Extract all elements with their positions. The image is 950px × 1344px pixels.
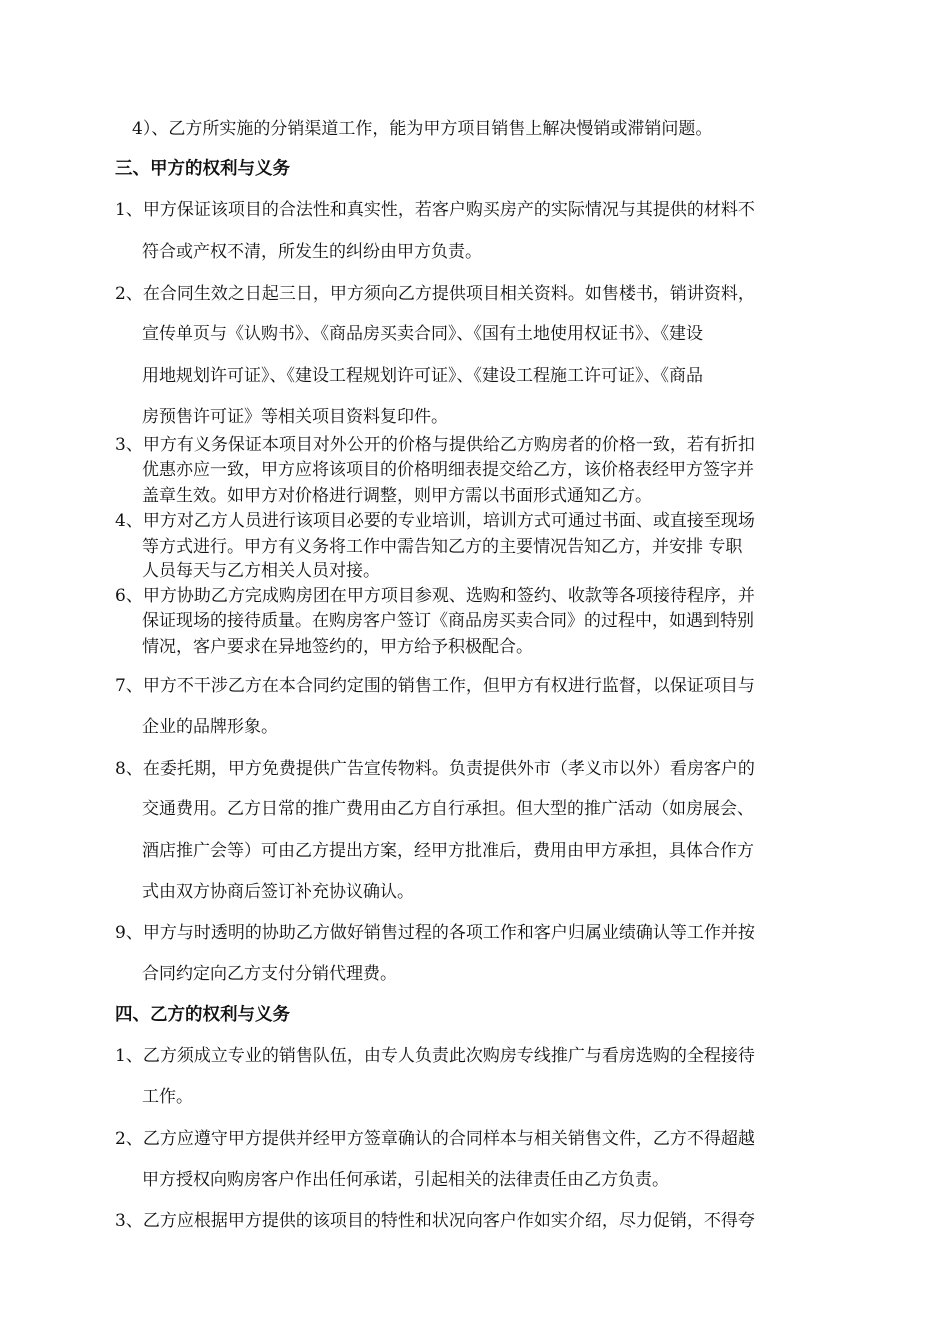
list-item-4-parenthesized: 4）、乙方所实施的分销渠道工作，能为甲方项目销售上解决慢销或滞销问题。 [132,119,713,139]
section-heading-4: 四、乙方的权利与义务 [115,1005,290,1025]
clause-line: 4、甲方对乙方人员进行该项目必要的专业培训，培训方式可通过书面、或直接至现场 [115,511,755,531]
clause-line: 3、甲方有义务保证本项目对外公开的价格与提供给乙方购房者的价格一致，若有折扣 [115,435,755,455]
clause-line: 优惠亦应一致，甲方应将该项目的价格明细表提交给乙方，该价格表经甲方签字并 [142,460,754,480]
clause-line: 甲方授权向购房客户作出任何承诺，引起相关的法律责任由乙方负责。 [142,1170,669,1190]
clause-line: 8、在委托期，甲方免费提供广告宣传物料。负责提供外市（孝义市以外）看房客户的 [115,759,755,779]
clause-line: 6、甲方协助乙方完成购房团在甲方项目参观、选购和签约、收款等各项接待程序，并 [115,586,755,606]
clause-line: 合同约定向乙方支付分销代理费。 [142,964,397,984]
clause-line: 等方式进行。甲方有义务将工作中需告知乙方的主要情况告知乙方，并安排 专职 [142,537,743,557]
clause-line: 交通费用。乙方日常的推广费用由乙方自行承担。但大型的推广活动（如房展会、 [142,799,754,819]
clause-line: 宣传单页与《认购书》、《商品房买卖合同》、《国有土地使用权证书》、《建设 [142,324,703,344]
section-heading-3: 三、甲方的权利与义务 [115,159,290,179]
clause-line: 2、在合同生效之日起三日，甲方须向乙方提供项目相关资料。如售楼书，销讲资料， [115,284,755,304]
clause-line: 人员每天与乙方相关人员对接。 [142,561,380,581]
clause-line: 符合或产权不清，所发生的纠纷由甲方负责。 [142,242,482,262]
clause-line: 9、甲方与时透明的协助乙方做好销售过程的各项工作和客户归属业绩确认等工作并按 [115,923,755,943]
clause-line: 盖章生效。如甲方对价格进行调整，则甲方需以书面形式通知乙方。 [142,486,652,506]
clause-line: 用地规划许可证》、《建设工程规划许可证》、《建设工程施工许可证》、《商品 [142,366,703,386]
clause-line: 3、乙方应根据甲方提供的该项目的特性和状况向客户作如实介绍，尽力促销，不得夸 [115,1211,755,1231]
clause-line: 式由双方协商后签订补充协议确认。 [142,882,414,902]
clause-line: 7、甲方不干涉乙方在本合同约定围的销售工作，但甲方有权进行监督，以保证项目与 [115,676,755,696]
clause-line: 1、乙方须成立专业的销售队伍，由专人负责此次购房专线推广与看房选购的全程接待 [115,1046,755,1066]
clause-line: 保证现场的接待质量。在购房客户签订《商品房买卖合同》的过程中，如遇到特别 [142,611,754,631]
clause-line: 工作。 [142,1087,193,1107]
clause-line: 企业的品牌形象。 [142,717,278,737]
clause-line: 酒店推广会等）可由乙方提出方案，经甲方批准后，费用由甲方承担，具体合作方 [142,841,754,861]
clause-line: 2、乙方应遵守甲方提供并经甲方签章确认的合同样本与相关销售文件，乙方不得超越 [115,1129,755,1149]
clause-line: 1、甲方保证该项目的合法性和真实性，若客户购买房产的实际情况与其提供的材料不 [115,200,755,220]
clause-line: 房预售许可证》等相关项目资料复印件。 [142,407,448,427]
clause-line: 情况，客户要求在异地签约的，甲方给予积极配合。 [142,637,533,657]
